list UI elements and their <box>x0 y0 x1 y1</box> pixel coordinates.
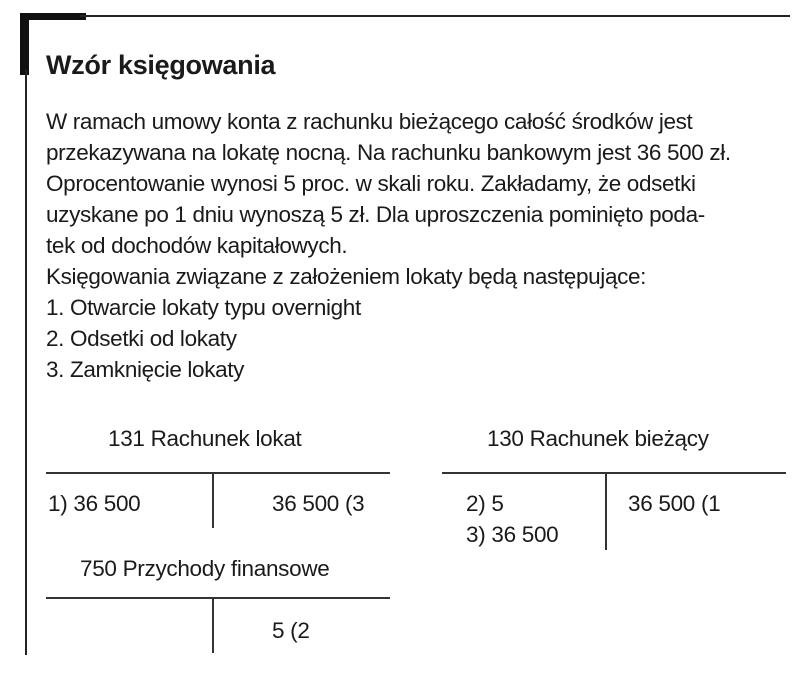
account-title: 750 Przychody finansowe <box>80 556 330 581</box>
paragraph-line: uzyskane po 1 dniu wynoszą 5 zł. Dla uproszczenia pominięto poda- <box>46 202 705 227</box>
account-title: 131 Rachunek lokat <box>108 426 302 451</box>
frame-corner <box>20 13 86 20</box>
account-divider <box>212 597 214 653</box>
account-divider <box>605 472 607 550</box>
credit-entry: 5 (2 <box>272 618 310 643</box>
paragraph-line: Oprocentowanie wynosi 5 proc. w skali roku. Zakładamy, że odsetki <box>46 171 696 196</box>
credit-entry: 36 500 (1 <box>628 491 721 516</box>
account-line <box>46 472 390 474</box>
paragraph-line: Księgowania związane z założeniem lokaty będą następujące: <box>46 264 647 289</box>
list-item: 2. Odsetki od lokaty <box>46 326 237 351</box>
paragraph-line: tek od dochodów kapitałowych. <box>46 233 348 258</box>
list-item: 3. Zamknięcie lokaty <box>46 357 245 382</box>
account-line <box>46 597 390 599</box>
debit-entry: 2) 5 <box>466 491 504 516</box>
list-item: 1. Otwarcie lokaty typu overnight <box>46 295 361 320</box>
debit-entry: 1) 36 500 <box>48 491 141 516</box>
account-divider <box>212 472 214 528</box>
paragraph-line: W ramach umowy konta z rachunku bieżącego całość środków jest <box>46 109 693 134</box>
frame-left-bar <box>20 13 29 75</box>
heading: Wzór księgowania <box>46 50 276 80</box>
credit-entry: 36 500 (3 <box>272 491 365 516</box>
account-title: 130 Rachunek bieżący <box>487 426 709 451</box>
frame-top-line <box>80 15 790 17</box>
paragraph-line: przekazywana na lokatę nocną. Na rachunku bankowym jest 36 500 zł. <box>46 140 731 165</box>
debit-entry: 3) 36 500 <box>466 522 559 547</box>
account-line <box>442 472 786 474</box>
frame-left-line <box>25 70 27 655</box>
description <box>46 106 786 385</box>
